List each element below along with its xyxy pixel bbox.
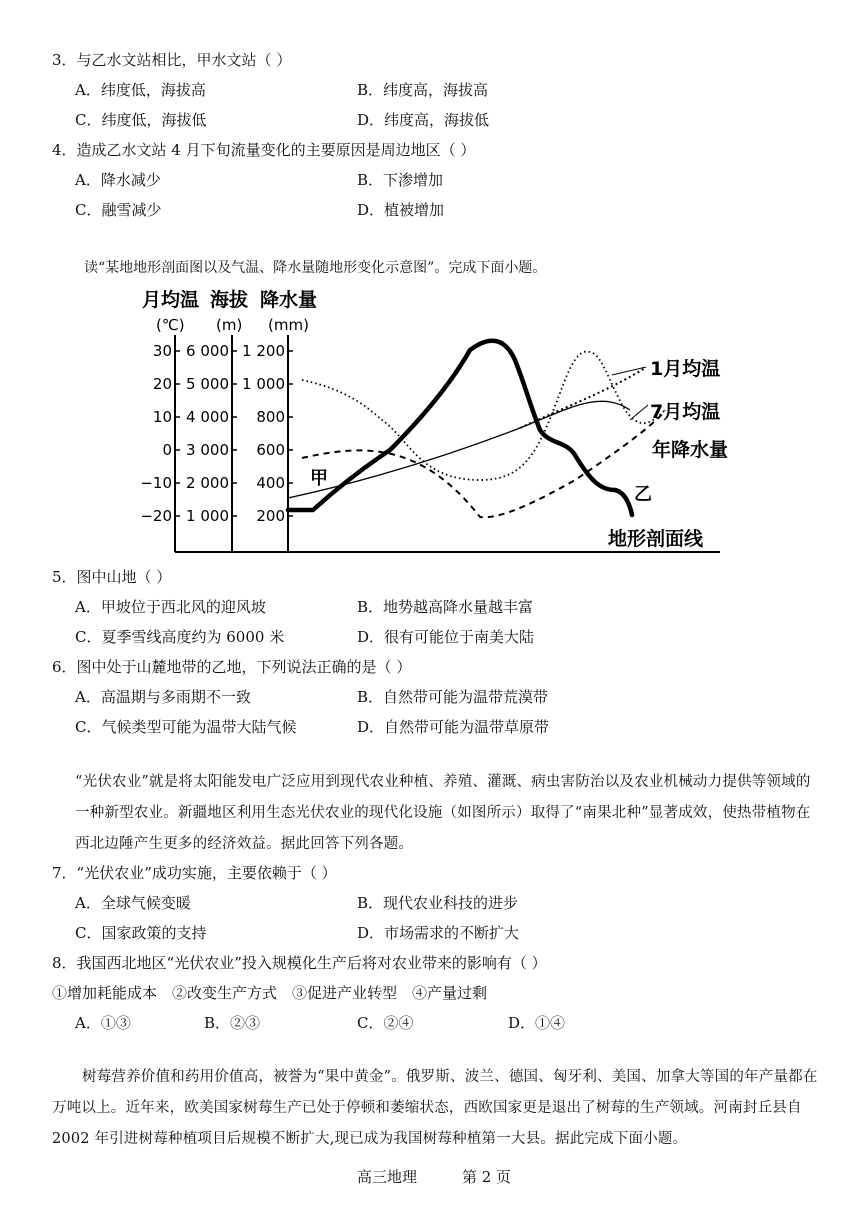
- precip-axis-title: 降水量: [260, 289, 318, 311]
- q7-stem: 7．“光伏农业”成功实施，主要依赖于（ ）: [52, 864, 337, 882]
- q8-stem: 8．我国西北地区“光伏农业”投入规模化生产后将对农业带来的影响有（ ）: [52, 954, 547, 972]
- precip-tick-label: 200: [256, 507, 285, 525]
- elev-tick-label: 1 000: [186, 507, 229, 525]
- elev-tick-label: 4 000: [186, 408, 229, 426]
- elev-unit: (m): [216, 316, 243, 334]
- q3-stem: 3．与乙水文站相比，甲水文站（ ）: [52, 51, 292, 69]
- legend-terrain: 地形剖面线: [608, 528, 704, 550]
- elev-tick-label: 2 000: [186, 474, 229, 492]
- q5-option-c: C．夏季雪线高度约为 6000 米: [75, 628, 285, 646]
- series-jan-temp-curve: [520, 368, 645, 428]
- precip-ticks: [242, 342, 293, 525]
- temp-tick-label: 0: [162, 441, 172, 459]
- q8-items: ①增加耗能成本 ②改变生产方式 ③促进产业转型 ④产量过剩: [52, 984, 488, 1002]
- leader-jan: [612, 367, 646, 375]
- precip-tick-label: 600: [256, 441, 285, 459]
- elev-tick-label: 6 000: [186, 342, 229, 360]
- q6-option-c: C．气候类型可能为温带大陆气候: [75, 718, 297, 736]
- q7-option-b: B．现代农业科技的进步: [357, 894, 519, 912]
- series-july-temp-curve: [288, 401, 630, 498]
- precip-tick-label: 1 000: [242, 375, 285, 393]
- passage-pv-agriculture: “光伏农业”就是将太阳能发电广泛应用到现代农业种植、养殖、灌溉、病虫害防治以及农业机械动力提供等领域的一种新型农业。新疆地区利用生态光伏农业的现代化设施（如图所示）取得了“南果北种”显著成效，使热带植物在西北边陲产生更多的经济效益。据此回答下列各题。: [75, 774, 811, 852]
- page-footer: 高三地理 第 2 页: [356, 1168, 512, 1186]
- q4-stem: 4．造成乙水文站 4 月下旬流量变化的主要原因是周边地区（ ）: [52, 141, 476, 159]
- label-jia: 甲: [310, 468, 328, 489]
- temp-unit: (℃): [156, 316, 185, 334]
- q7-option-c: C．国家政策的支持: [75, 924, 207, 942]
- elev-axis-title: 海拔: [210, 289, 249, 311]
- elev-tick-label: 5 000: [186, 375, 229, 393]
- q5-option-a: A．甲坡位于西北风的迎风坡: [75, 598, 266, 616]
- q8-option-b: B．②③: [204, 1014, 261, 1032]
- q4-option-a: A．降水减少: [75, 171, 161, 189]
- precip-tick-label: 400: [256, 474, 285, 492]
- precip-tick-label: 800: [256, 408, 285, 426]
- leader-jul: [630, 405, 648, 420]
- precip-unit: (mm): [268, 316, 309, 334]
- q6-option-b: B．自然带可能为温带荒漠带: [357, 688, 549, 706]
- q7-option-d: D．市场需求的不断扩大: [357, 924, 520, 942]
- elev-tick-label: 3 000: [186, 441, 229, 459]
- q8-option-d: D．①④: [508, 1014, 566, 1032]
- legend-jul-temp: 7月均温: [650, 401, 721, 423]
- terrain-climate-chart: [120, 280, 760, 560]
- temp-tick-label: 30: [152, 342, 172, 360]
- q4-option-d: D．植被增加: [357, 201, 445, 219]
- q8-option-c: C．②④: [357, 1014, 414, 1032]
- temp-tick-label: 10: [152, 408, 172, 426]
- q4-option-c: C．融雪减少: [75, 201, 162, 219]
- q3-option-c: C．纬度低，海拔低: [75, 111, 207, 129]
- q5-option-d: D．很有可能位于南美大陆: [357, 628, 535, 646]
- q6-option-a: A．高温期与多雨期不一致: [75, 688, 251, 706]
- q4-option-b: B．下渗增加: [357, 171, 444, 189]
- series-dashed-curve: [302, 410, 665, 517]
- elev-ticks: [186, 342, 237, 525]
- series-precip-curve: [302, 352, 665, 480]
- temp-tick-label: −20: [140, 507, 172, 525]
- passage-raspberry: 树莓营养价值和药用价值高，被誉为“果中黄金”。俄罗斯、波兰、德国、匈牙利、美国、加拿大等国的年产量都在万吨以上。近年来，欧美国家树莓生产已处于停顿和萎缩状态，西欧国家更是退出了树莓的生产领域。河南封丘县自 2002 年引进树莓种植项目后规模不断扩大,现已成为我国树莓种植第一大县。据此完成下面小题。: [52, 1069, 818, 1147]
- label-yi: 乙: [634, 484, 652, 505]
- q7-option-a: A．全球气候变暖: [75, 894, 191, 912]
- q8-option-a: A．①③: [75, 1014, 131, 1032]
- q5-option-b: B．地势越高降水量越丰富: [357, 598, 534, 616]
- q3-option-b: B．纬度高，海拔高: [357, 81, 489, 99]
- q3-option-a: A．纬度低，海拔高: [75, 81, 206, 99]
- temp-tick-label: 20: [152, 375, 172, 393]
- temp-axis-title: 月均温: [142, 289, 200, 311]
- precip-tick-label: 1 200: [242, 342, 285, 360]
- chart-intro: 读“某地地形剖面图以及气温、降水量随地形变化示意图”。完成下面小题。: [84, 260, 547, 276]
- q6-stem: 6．图中处于山麓地带的乙地，下列说法正确的是（ ）: [52, 658, 412, 676]
- legend-precip: 年降水量: [652, 439, 729, 461]
- q3-option-d: D．纬度高，海拔低: [357, 111, 490, 129]
- temp-tick-label: −10: [140, 474, 172, 492]
- series-terrain-curve: [288, 341, 632, 515]
- q6-option-d: D．自然带可能为温带草原带: [357, 718, 550, 736]
- legend-jan-temp: 1月均温: [650, 358, 721, 380]
- q5-stem: 5．图中山地（ ）: [52, 568, 172, 586]
